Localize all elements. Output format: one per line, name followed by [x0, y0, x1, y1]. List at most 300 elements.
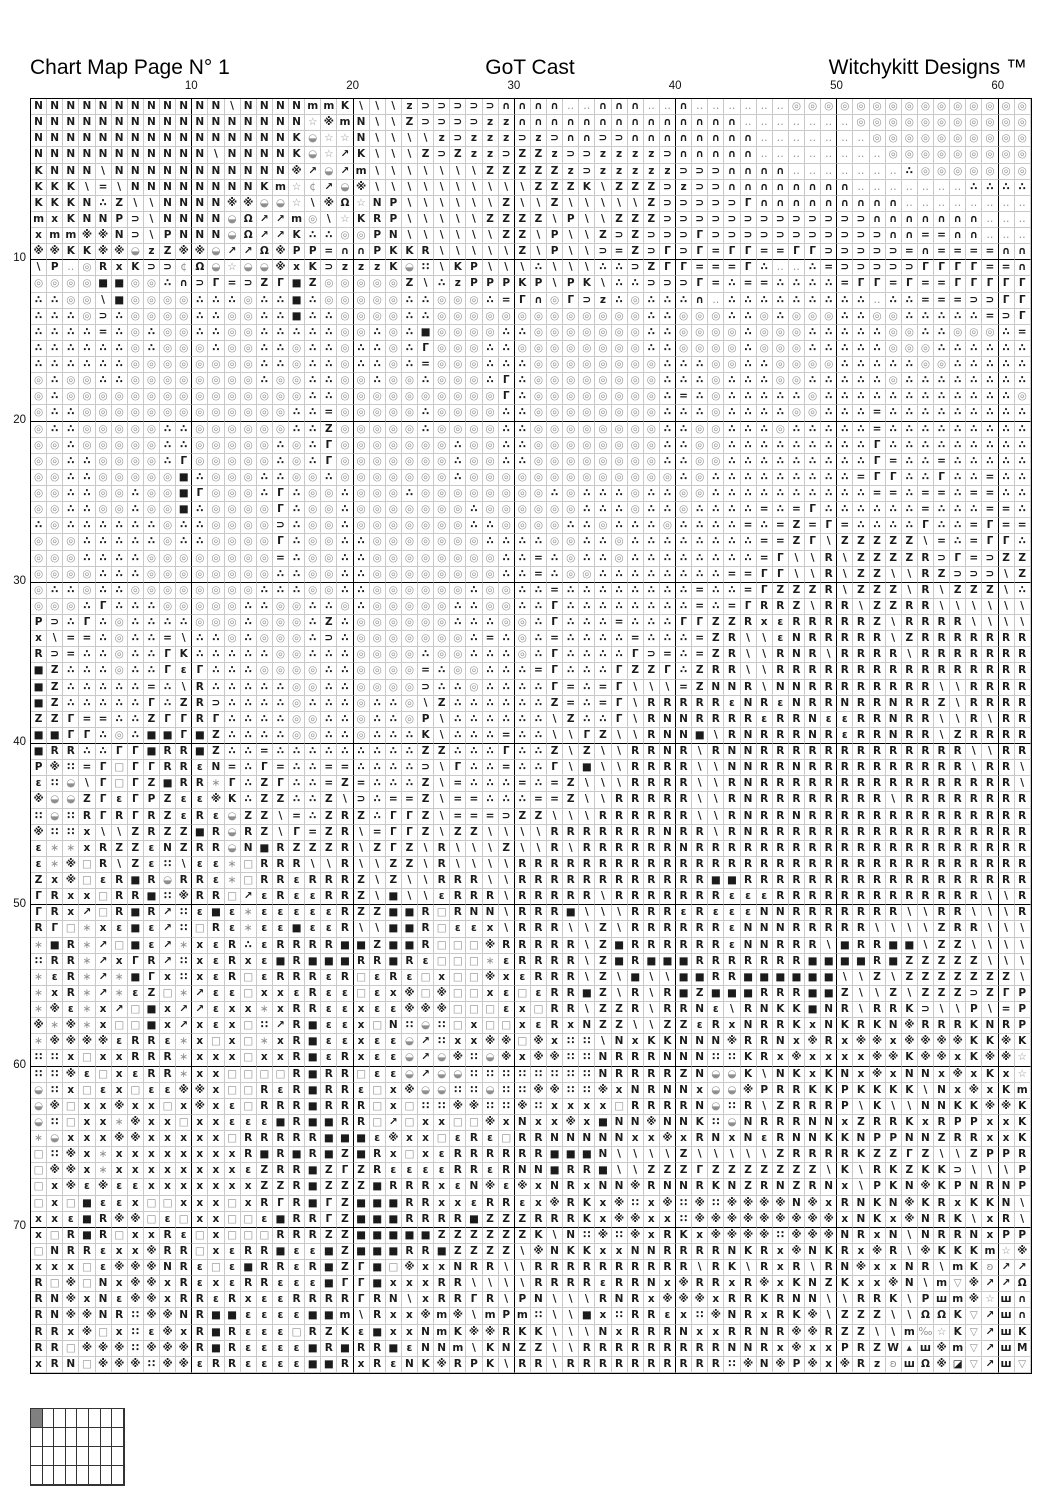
grid-cell: ◎ [160, 389, 176, 405]
grid-cell: ∴ [724, 373, 740, 389]
grid-cell: ■ [305, 1018, 321, 1034]
top-axis-label: 20 [346, 80, 359, 92]
grid-cell: K [837, 1163, 853, 1179]
grid-cell: Z [160, 244, 176, 260]
grid-cell: ■ [386, 1212, 402, 1228]
grid-cell: \ [950, 696, 966, 712]
grid-cell: \ [386, 115, 402, 131]
grid-cell: ◎ [434, 470, 450, 486]
grid-cell: R [563, 1212, 579, 1228]
grid-cell: R [708, 954, 724, 970]
grid-cell: ∴ [821, 486, 837, 502]
grid-cell: R [724, 647, 740, 663]
grid-cell: ■ [305, 1050, 321, 1066]
grid-cell: R [837, 1244, 853, 1260]
grid-cell: Γ [692, 615, 708, 631]
grid-cell: \ [515, 841, 531, 857]
grid-cell: R [176, 1260, 192, 1276]
grid-cell: ∴ [934, 341, 950, 357]
grid-cell: Γ [612, 680, 628, 696]
grid-cell: R [999, 873, 1015, 889]
grid-cell: m [950, 1292, 966, 1308]
grid-cell: ◒ [337, 180, 353, 196]
grid-cell: ∴ [354, 567, 370, 583]
grid-cell: ∴ [821, 325, 837, 341]
grid-cell: \ [999, 905, 1015, 921]
grid-cell: ‥ [773, 147, 789, 163]
grid-cell: ⊃ [612, 131, 628, 147]
grid-cell: ■ [31, 744, 47, 760]
grid-cell: Z [773, 1147, 789, 1163]
grid-cell: N [644, 1276, 660, 1292]
grid-cell: R [805, 744, 821, 760]
grid-cell: = [982, 260, 998, 276]
grid-cell: Z [354, 1179, 370, 1195]
grid-cell: R [515, 873, 531, 889]
grid-cell: ∴ [450, 615, 466, 631]
grid-cell: ∴ [676, 470, 692, 486]
grid-cell: ∴ [934, 422, 950, 438]
grid-cell: R [660, 792, 676, 808]
grid-cell: ∴ [531, 744, 547, 760]
grid-cell: ∴ [321, 696, 337, 712]
grid-cell: ∴ [208, 309, 224, 325]
grid-cell: ◎ [434, 599, 450, 615]
grid-cell: ◒ [128, 244, 144, 260]
grid-cell: Z [676, 1018, 692, 1034]
grid-cell: = [1015, 325, 1031, 341]
grid-cell: N [273, 164, 289, 180]
grid-cell: \ [112, 857, 128, 873]
grid-cell: ■ [660, 954, 676, 970]
grid-cell: ◎ [773, 422, 789, 438]
grid-cell: R [644, 889, 660, 905]
grid-cell: Γ [273, 276, 289, 292]
grid-cell: ∴ [612, 647, 628, 663]
grid-cell: Z [595, 1002, 611, 1018]
grid-cell: Z [870, 534, 886, 550]
grid-cell: R [612, 889, 628, 905]
grid-cell: N [257, 147, 273, 163]
grid-cell: ◎ [595, 518, 611, 534]
grid-cell: N [837, 1260, 853, 1276]
grid-cell: ∩ [676, 115, 692, 131]
grid-cell: ◎ [628, 454, 644, 470]
grid-cell: ■ [354, 1196, 370, 1212]
grid-cell: \ [547, 1357, 563, 1373]
grid-cell: ◎ [112, 422, 128, 438]
grid-cell: \ [966, 599, 982, 615]
grid-cell: ◎ [628, 502, 644, 518]
grid-cell: m [63, 228, 79, 244]
grid-cell: ε [337, 1002, 353, 1018]
grid-cell: \ [515, 260, 531, 276]
grid-cell: ■ [192, 744, 208, 760]
grid-cell: ◎ [144, 405, 160, 421]
grid-cell: Z [628, 180, 644, 196]
grid-cell: ∴ [225, 647, 241, 663]
grid-cell: Z [321, 1228, 337, 1244]
grid-cell: \ [579, 792, 595, 808]
grid-cell: ε [434, 1163, 450, 1179]
grid-cell: R [1015, 841, 1031, 857]
grid-cell: ε [96, 1244, 112, 1260]
grid-cell: ◎ [241, 438, 257, 454]
grid-cell: R [208, 1357, 224, 1373]
grid-cell: ∴ [241, 663, 257, 679]
grid-cell: ε [79, 1067, 95, 1083]
grid-cell: ∴ [128, 647, 144, 663]
grid-cell: ◎ [225, 502, 241, 518]
grid-cell: Γ [773, 567, 789, 583]
grid-cell: ◎ [370, 615, 386, 631]
grid-cell: R [966, 889, 982, 905]
grid-cell: x [160, 1002, 176, 1018]
grid-cell: x [612, 1244, 628, 1260]
grid-cell: ◎ [128, 583, 144, 599]
grid-cell: □ [176, 1212, 192, 1228]
grid-cell: R [789, 615, 805, 631]
grid-cell: x [192, 1212, 208, 1228]
grid-cell: ∴ [96, 583, 112, 599]
grid-cell: R [289, 1292, 305, 1308]
grid-cell: ∷ [176, 970, 192, 986]
grid-cell: ∴ [837, 357, 853, 373]
grid-cell: ∗ [241, 905, 257, 921]
grid-cell: ∴ [483, 518, 499, 534]
grid-cell: □ [466, 938, 482, 954]
grid-cell: ‥ [789, 131, 805, 147]
grid-cell: x [112, 1163, 128, 1179]
grid-cell: \ [918, 1276, 934, 1292]
grid-cell: R [966, 809, 982, 825]
grid-cell: x [418, 1131, 434, 1147]
grid-cell: R [805, 1099, 821, 1115]
grid-cell: ε [225, 986, 241, 1002]
grid-cell: x [450, 1034, 466, 1050]
grid-cell: ◎ [966, 147, 982, 163]
grid-cell: R [176, 1244, 192, 1260]
grid-cell: ※ [805, 1325, 821, 1341]
grid-cell: R [886, 663, 902, 679]
grid-cell: Z [563, 180, 579, 196]
grid-cell: ε [466, 1196, 482, 1212]
grid-cell: ■ [853, 954, 869, 970]
grid-cell: ※ [853, 1034, 869, 1050]
grid-cell: ‥ [708, 293, 724, 309]
grid-cell: N [918, 1131, 934, 1147]
grid-cell: K [305, 260, 321, 276]
grid-cell: Z [741, 1179, 757, 1195]
grid-cell: □ [434, 905, 450, 921]
grid-cell: \ [563, 728, 579, 744]
grid-cell: R [579, 825, 595, 841]
grid-cell: ◎ [595, 357, 611, 373]
grid-cell: ◒ [47, 792, 63, 808]
grid-cell: Γ [870, 438, 886, 454]
grid-cell: \ [370, 873, 386, 889]
grid-cell: ∴ [886, 422, 902, 438]
grid-cell: ◎ [676, 341, 692, 357]
grid-cell: Z [418, 825, 434, 841]
grid-cell: R [515, 1147, 531, 1163]
grid-cell: R [660, 1099, 676, 1115]
grid-cell: ∴ [128, 486, 144, 502]
grid-cell: ∩ [563, 131, 579, 147]
grid-cell: R [676, 1341, 692, 1357]
grid-cell: ◎ [547, 470, 563, 486]
grid-cell: Γ [1015, 276, 1031, 292]
grid-cell: P [1015, 1018, 1031, 1034]
grid-cell: R [934, 760, 950, 776]
grid-cell: ◎ [79, 567, 95, 583]
grid-cell: ‥ [789, 147, 805, 163]
grid-cell: R [531, 1131, 547, 1147]
header [0, 55, 1060, 81]
grid-cell: ∴ [950, 486, 966, 502]
grid-cell: R [499, 1196, 515, 1212]
grid-cell: ※ [466, 1325, 482, 1341]
grid-cell: ∴ [612, 276, 628, 292]
grid-cell: ∴ [644, 567, 660, 583]
grid-cell: R [595, 1341, 611, 1357]
grid-cell: ⊃ [676, 276, 692, 292]
grid-cell: ∷ [176, 905, 192, 921]
grid-cell: ∴ [676, 438, 692, 454]
grid-cell: ∴ [208, 647, 224, 663]
grid-cell: ∴ [192, 534, 208, 550]
grid-cell: ◎ [450, 389, 466, 405]
grid-cell: ◎ [289, 663, 305, 679]
grid-cell: ◎ [579, 325, 595, 341]
grid-cell: □ [160, 986, 176, 1002]
grid-cell: ε [96, 873, 112, 889]
grid-cell: z [434, 131, 450, 147]
grid-cell: \ [612, 744, 628, 760]
grid-cell: ε [531, 1018, 547, 1034]
grid-cell: ◎ [225, 373, 241, 389]
grid-cell: ■ [628, 970, 644, 986]
grid-cell: N [128, 131, 144, 147]
grid-cell: R [192, 1325, 208, 1341]
grid-cell: ⊃ [660, 212, 676, 228]
grid-cell: ⊃ [934, 551, 950, 567]
grid-cell: ε [208, 1292, 224, 1308]
grid-cell: ◎ [289, 696, 305, 712]
grid-cell: ∴ [595, 502, 611, 518]
grid-cell: ⊃ [837, 212, 853, 228]
grid-cell: = [563, 696, 579, 712]
grid-cell: \ [612, 196, 628, 212]
grid-cell: Z [692, 986, 708, 1002]
grid-cell: ⊃ [708, 228, 724, 244]
grid-cell: R [724, 631, 740, 647]
grid-cell: ◎ [370, 470, 386, 486]
grid-cell: N [176, 99, 192, 115]
grid-cell: ∴ [144, 518, 160, 534]
grid-cell: Z [950, 986, 966, 1002]
grid-cell: ∴ [321, 712, 337, 728]
grid-cell: ∴ [515, 792, 531, 808]
grid-cell: R [821, 1099, 837, 1115]
grid-cell: ◎ [499, 486, 515, 502]
grid-cell: ※ [483, 938, 499, 954]
grid-cell: R [612, 1067, 628, 1083]
grid-cell: ∴ [128, 599, 144, 615]
grid-cell: ε [208, 938, 224, 954]
grid-cell: \ [370, 180, 386, 196]
grid-cell: □ [128, 1018, 144, 1034]
grid-cell: = [870, 422, 886, 438]
grid-cell: ◒ [63, 776, 79, 792]
grid-cell: ∴ [515, 712, 531, 728]
grid-cell: ∴ [805, 293, 821, 309]
grid-cell: □ [241, 857, 257, 873]
grid-cell: ◎ [402, 583, 418, 599]
grid-cell: R [257, 873, 273, 889]
grid-cell: ◎ [289, 389, 305, 405]
grid-cell: R [628, 1067, 644, 1083]
grid-cell: N [853, 1131, 869, 1147]
grid-cell: □ [47, 1276, 63, 1292]
grid-cell: R [708, 663, 724, 679]
grid-cell: ◎ [112, 454, 128, 470]
grid-cell: N [144, 180, 160, 196]
grid-cell: ◎ [128, 454, 144, 470]
grid-cell: ◎ [31, 534, 47, 550]
grid-cell: ◎ [450, 373, 466, 389]
grid-cell: x [257, 1050, 273, 1066]
grid-cell: ◎ [112, 615, 128, 631]
grid-cell: R [321, 873, 337, 889]
grid-cell: ∴ [128, 696, 144, 712]
grid-cell: ε [176, 809, 192, 825]
grid-cell: R [982, 873, 998, 889]
grid-cell: R [595, 825, 611, 841]
grid-cell: R [128, 889, 144, 905]
grid-cell: ◎ [354, 438, 370, 454]
grid-cell: ◎ [563, 325, 579, 341]
grid-cell: ◎ [305, 486, 321, 502]
grid-cell: ∴ [805, 470, 821, 486]
grid-cell: ※ [483, 1179, 499, 1195]
page-title: Chart Map Page N° 1 [30, 56, 230, 79]
grid-cell: ∷ [773, 1228, 789, 1244]
grid-cell: N [886, 1018, 902, 1034]
grid-cell: \ [1015, 760, 1031, 776]
grid-cell: ∷ [47, 1050, 63, 1066]
grid-cell: Z [644, 260, 660, 276]
grid-cell: ⊃ [886, 260, 902, 276]
grid-cell: ∴ [676, 647, 692, 663]
grid-cell: R [337, 1115, 353, 1131]
grid-cell: ∷ [563, 1067, 579, 1083]
grid-cell: \ [563, 809, 579, 825]
grid-cell: ◎ [225, 405, 241, 421]
grid-cell: R [531, 889, 547, 905]
grid-cell: ◎ [79, 583, 95, 599]
grid-cell: ∴ [918, 454, 934, 470]
grid-cell: ◎ [192, 438, 208, 454]
grid-cell: ∴ [273, 712, 289, 728]
grid-cell: ∴ [724, 309, 740, 325]
grid-cell: R [821, 809, 837, 825]
grid-cell: ※ [999, 1050, 1015, 1066]
grid-cell: ◎ [466, 357, 482, 373]
grid-cell: x [595, 1308, 611, 1324]
grid-cell: ◎ [257, 438, 273, 454]
grid-cell: ‥ [660, 99, 676, 115]
grid-cell: ∴ [499, 357, 515, 373]
grid-cell: ∴ [192, 325, 208, 341]
grid-cell: = [934, 486, 950, 502]
grid-cell: \ [595, 905, 611, 921]
grid-cell: x [418, 1147, 434, 1163]
grid-cell: Z [321, 841, 337, 857]
grid-cell: R [96, 1212, 112, 1228]
grid-cell: N [31, 99, 47, 115]
grid-cell: ◎ [208, 518, 224, 534]
grid-cell: R [547, 841, 563, 857]
grid-cell: ■ [305, 954, 321, 970]
grid-cell: R [805, 825, 821, 841]
grid-cell: ∴ [789, 470, 805, 486]
grid-cell: \ [483, 841, 499, 857]
grid-cell: ε [773, 696, 789, 712]
grid-cell: R [902, 728, 918, 744]
grid-cell: Γ [676, 615, 692, 631]
grid-cell: R [982, 809, 998, 825]
grid-cell: R [950, 760, 966, 776]
grid-cell: N [160, 212, 176, 228]
grid-cell: K [31, 196, 47, 212]
grid-cell: R [563, 970, 579, 986]
grid-cell: R [466, 873, 482, 889]
grid-cell: ※ [966, 1292, 982, 1308]
grid-cell: ■ [321, 1244, 337, 1260]
grid-cell: R [950, 1228, 966, 1244]
grid-cell: ※ [789, 1212, 805, 1228]
grid-cell: R [999, 712, 1015, 728]
grid-cell: \ [144, 196, 160, 212]
grid-cell: = [79, 760, 95, 776]
grid-cell: x [982, 1083, 998, 1099]
grid-cell: ∴ [660, 309, 676, 325]
grid-cell: \ [692, 760, 708, 776]
grid-cell: ∴ [692, 389, 708, 405]
grid-cell: ∴ [225, 728, 241, 744]
grid-cell: \ [354, 857, 370, 873]
grid-cell: ◎ [902, 325, 918, 341]
grid-cell: ※ [176, 889, 192, 905]
grid-cell: R [676, 760, 692, 776]
grid-cell: ∷ [531, 1099, 547, 1115]
grid-cell: ※ [402, 986, 418, 1002]
grid-cell: ⊃ [579, 164, 595, 180]
grid-cell: K [676, 1228, 692, 1244]
grid-cell: □ [241, 1018, 257, 1034]
grid-cell: \ [112, 180, 128, 196]
grid-cell: R [773, 1308, 789, 1324]
grid-cell: ◎ [708, 438, 724, 454]
grid-cell: ∴ [321, 470, 337, 486]
grid-cell: \ [579, 809, 595, 825]
grid-cell: ∴ [321, 341, 337, 357]
grid-cell: ◎ [418, 631, 434, 647]
grid-cell: Γ [128, 954, 144, 970]
grid-cell: ∴ [450, 728, 466, 744]
grid-cell: ↗ [192, 986, 208, 1002]
